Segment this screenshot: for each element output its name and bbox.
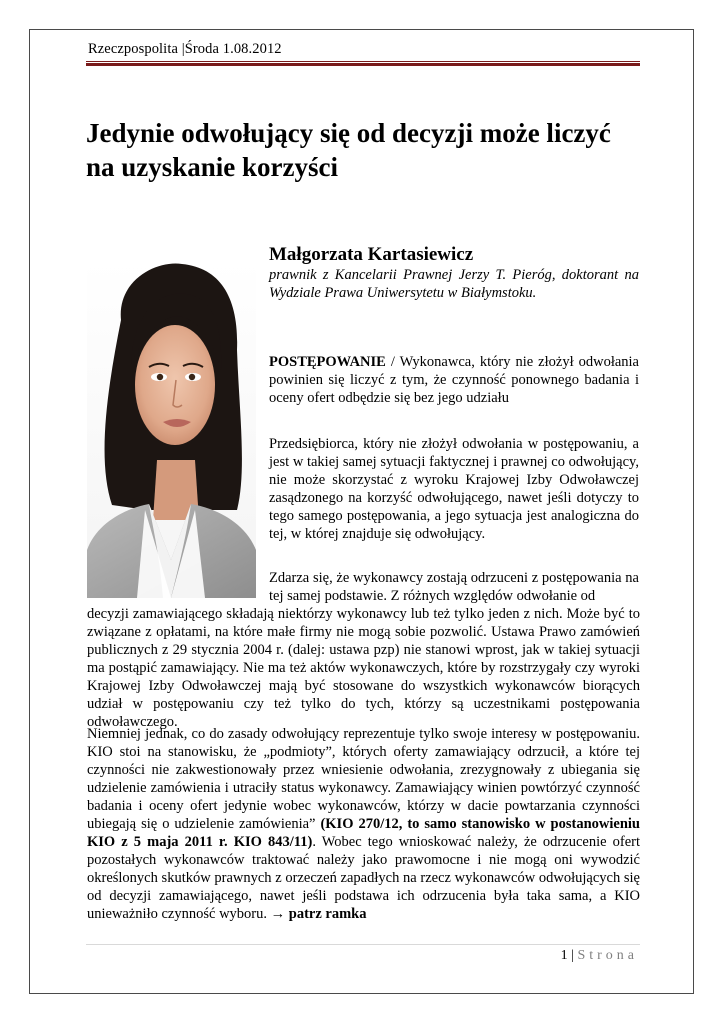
author-name: Małgorzata Kartasiewicz — [269, 244, 474, 265]
header-rule — [86, 61, 640, 62]
footer-separator: | — [571, 948, 574, 963]
page-header: Rzeczpospolita |Środa 1.08.2012 — [88, 41, 282, 57]
paragraph-3 — [87, 725, 640, 923]
paragraph-2-continued: decyzji zamawiającego składają niektórzy wykonawcy lub też tylko jeden z nich. Może być to związane z opłatami, na które małe firmy nie mogą sobie pozwolić. Ustawa Prawo zamówień publicznych z 29 stycznia 2004 r. (dalej: ustawa pzp) nie stanowi wprost, jak w takiej sytuacji ma postąpić zamawiający. Nie ma też aktów wykonawczych, które by rozstrzygały czy wyroki Krajowej Izby Odwoławczej mają być stosowane do wszystkich wykonawców biorących udział w postępowaniu czy też tylko do tych, którzy są uczestnikami postępowania odwoławczego. — [87, 606, 640, 730]
paragraph-1: Przedsiębiorca, który nie złożył odwołania w postępowaniu, a jest w takiej samej sytuacji faktycznej i prawnej co odwołujący, nie może skorzystać z wyroku Krajowej Izby Odwoławczej zasądzonego na korzyść odwołującego, nawet jeśli dotyczy to tego samego postępowania, a jego sytuacja jest analogiczna do tej, w której znajduje się odwołujący. — [269, 436, 639, 542]
page-footer — [561, 948, 638, 964]
page-word: Strona — [577, 948, 638, 963]
paragraph-3-citation: (KIO 270/12, to samo stanowisko w postanowieniu KIO z 5 maja 2011 r. KIO 843/11) — [87, 816, 640, 850]
header-rule-thick — [86, 63, 640, 66]
see-box-reference: patrz ramka — [288, 906, 367, 922]
paragraph-2-start: Zdarza się, że wykonawcy zostają odrzuceni z postępowania na tej samej podstawie. Z różnych względów odwołanie od — [269, 570, 639, 604]
paragraph-3-continued: . Wobec tego wnioskować należy, że odrzucenie ofert pozostałych wykonawców traktować należy jako prawomocne i nie mogą oni wywodzić określonych skutków prawnych z orzeczeń zapadłych na rzecz wykonawców odwołujących się od decyzji zamawiającego, nawet jeśli podstawa ich odrzucenia była taka sama, a KIO unieważniło czynność wyboru. → — [87, 834, 640, 922]
article-lead — [269, 353, 639, 407]
lead-text: / Wykonawca, który nie złożył odwołania powinien się liczyć z tym, że czynność ponownego badania i oceny ofert odbędzie się bez jego udziału — [269, 354, 639, 406]
paragraph-3-text: Niemniej jednak, co do zasady odwołujący reprezentuje tylko swoje interesy w postępowaniu. KIO stoi na stanowisku, że „podmioty”, których oferty zamawiający odrzucił, a które tej czynności nie zakwestionowały przez wniesienie odwołania, zrezygnowały z ubiegania się udzielenie zamówienia i utraciły status wykonawcy. Zamawiający winien powtórzyć czynność badania i oceny ofert jedynie wobec wykonawców, którzy w dacie powtarzania czynności ubiegają się o udzielenie zamówienia” — [87, 726, 640, 832]
page-number: 1 — [560, 948, 568, 963]
footer-rule — [86, 944, 640, 945]
lead-label: POSTĘPOWANIE — [269, 354, 386, 370]
author-description: prawnik z Kancelarii Prawnej Jerzy T. Pieróg, doktorant na Wydziale Prawa Uniwersytetu w Białymstoku. — [269, 267, 639, 301]
article-title: Jedynie odwołujący się od decyzji może liczyć na uzyskanie korzyści — [86, 118, 611, 182]
author-photo — [87, 260, 256, 598]
